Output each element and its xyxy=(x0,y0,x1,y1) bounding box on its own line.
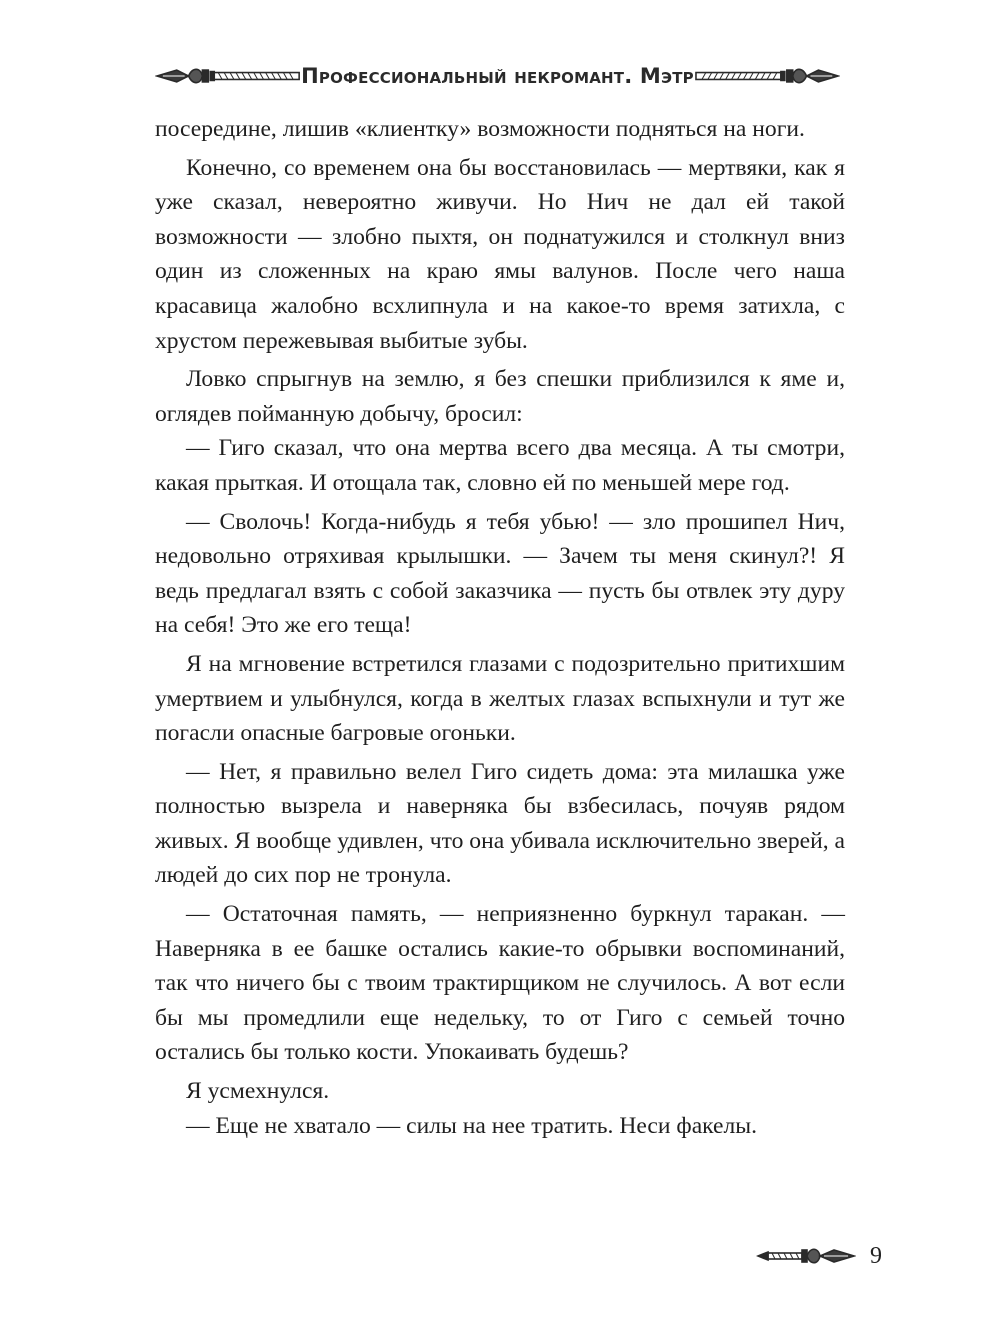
paragraph-5: — Сволочь! Когда-нибудь я тебя убью! — зло прошипел Нич, недовольно отряхивая крылышки. — Зачем ты меня скинул?! Я ведь предлагал взять с собой заказчика — пусть бы отвлек эту дуру на себя! Это же его теща! xyxy=(155,508,845,639)
paragraph-6: Я на мгновение встретился глазами с подозрительно притихшим умертвием и улыбнулся, когда в желтых глазах вспыхнули и тут же погасли опасные багровые огоньки. xyxy=(155,650,845,747)
paragraph-10: — Еще не хватало — силы на нее тратить. Неси факелы. xyxy=(186,1112,758,1139)
paragraph-2: Конечно, со временем она бы восстановилась — мертвяки, как я уже сказал, невероятно живучи. Но Нич не дал ей такой возможности — злобно пыхтя, он поднатужился и столкнул вниз один из сложенных на краю ямы валунов. После чего наша красавица жалобно всхлипнула и на какое-то время затихла, с хрустом пережевывая выбитые зубы. xyxy=(155,154,845,354)
footer-spear-ornament-icon xyxy=(756,1241,856,1271)
paragraph-8: — Остаточная память, — неприязненно буркнул таракан. — Наверняка в ее башке остались какие-то обрывки воспоминаний, так что ничего бы с твоим трактирщиком не случилось. А вот если бы мы промедлили еще недельку, то от Гиго с семьей точно остались бы только кости. Упокаивать будешь? xyxy=(155,901,845,1066)
left-spear-ornament-icon xyxy=(155,61,301,91)
page-number: 9 xyxy=(870,1242,882,1269)
paragraph-4: — Гиго сказал, что она мертва всего два месяца. А ты смотри, какая прыткая. И отощала так, словно ей по меньшей мере год. xyxy=(155,435,845,496)
body-text xyxy=(155,112,845,1143)
paragraph-9: Я усмехнулся. xyxy=(186,1078,330,1105)
paragraph-7: — Нет, я правильно велел Гиго сидеть дома: эта милашка уже полностью вызрела и наверняка бы взбесилась, почуяв рядом живых. Я вообще удивлен, что она убивала исключительно зверей, а людей до сих пор не тронула. xyxy=(155,758,845,889)
running-header xyxy=(155,56,840,96)
page-footer xyxy=(756,1236,882,1276)
paragraph-3: Ловко спрыгнув на землю, я без спешки приблизился к яме и, оглядев пойманную добычу, бросил: xyxy=(155,366,845,427)
paragraph-1: посередине, лишив «клиентку» возможности подняться на ноги. xyxy=(155,116,805,142)
right-spear-ornament-icon xyxy=(694,61,840,91)
running-header-title: Профессиональный некромант. Мэтр xyxy=(301,64,694,88)
